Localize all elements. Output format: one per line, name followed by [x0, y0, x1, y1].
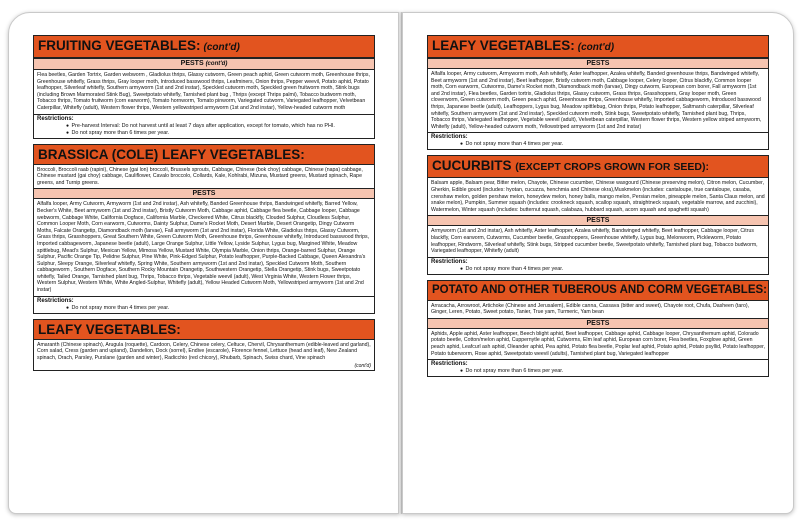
section-title-cont: (cont'd) [203, 42, 240, 53]
pests-header [34, 58, 374, 70]
left-column [33, 35, 375, 376]
section-title-text: LEAFY VEGETABLES: [38, 321, 181, 337]
crops-list: Arracacha, Arrowroot, Artichoke (Chinese and Jerusalem), Edible canna, Cassava (bitter and sweet), Chayote root, Chufa, Dasheen (taro), Ginger, Leren, Potato, Sweet potato, Tanier, True yam, Turmeric, Yam bean [431, 302, 750, 316]
crops-list: Balsam apple, Balsam pear, Bitter melon, Chayote, Chinese cucumber, Chinese waxgourd (Chinese preserving melon), Citron melon, Cucumber, Gherkin, Edible gourd (includes: hyotan, cucuzza, henchmia and Chinese okra),Muskmelon (includes: cantaloupe, true cantaloupe, casaba, crenshaw melon, golden pershaw melon, honeydew melon, honey balls, mango melon, Persian melon, pineapple melon, Santa Claus melon, and snake melon), Pumpkin, Summer squash (includes: crookneck squash, scallop squash, straightneck squash, vegetable marrow, and zucchini), Watermelon, Winter squash (includes: butternut squash, calabaza, hubbard squash, acorn squash and spaghetti squash) [431, 180, 765, 213]
section-title [34, 36, 374, 58]
pests-header: PESTS [428, 58, 768, 69]
restrictions [428, 132, 768, 149]
section-leafy-vegetables-cont [427, 35, 769, 150]
section-title-text: LEAFY VEGETABLES: [432, 38, 575, 53]
section-brassica-leafy-vegetables [33, 144, 375, 314]
restriction-item: ● Do not spray more than 6 times per year. [460, 368, 564, 375]
section-title [428, 36, 768, 58]
section-leafy-vegetables [33, 319, 375, 372]
section-cucurbits [427, 155, 769, 274]
section-title-cont: (EXCEPT CROPS GROWN FOR SEED): [515, 161, 709, 174]
restrictions [34, 296, 374, 313]
section-title-text: BRASSICA (COLE) LEAFY VEGETABLES: [38, 146, 305, 162]
restrictions-label: Restrictions: [431, 258, 468, 265]
section-fruiting-vegetables [33, 35, 375, 139]
restriction-item: ● Pre-harvest Interval: Do not harvest until at least 7 days after application, except for tomato, which has no PHI. [66, 122, 335, 129]
pests-header-text: PESTS [180, 60, 204, 67]
crops-list: Amaranth (Chinese spinach), Arugula (roquette), Cardoon, Celery, Chinese celery, Celtuce, Chervil, Chrysanthemum (edible-leaved and garland), Corn salad, Cress (garden and upland), Dandelion, Dock (sorrel), Endive (escarole), Florence fennel, Lettuce (head and leaf), New Zealand spinach, Orach, Parsley, Purslane (garden and winter), Radicchio (red chicory), Rhubarb, Spinach, Swiss chard, Vine spinach [37, 341, 371, 361]
pests-header-cont: (cont'd) [205, 61, 228, 67]
left-page [8, 12, 400, 514]
pests-list: Aphids, Apple aphid, Aster leafhopper, Beech blight aphid, Beet leafhopper, Cabbage aphid, Cabbage looper, Chrysanthemum aphid, Colorado potato beetle, Cotton/melon aphid, Cuppernytle aphid, Cutworms, Elm leaf aphid, European corn borer, Flea beetles, Foxglove aphid, Green peach aphid, Leafcurl ash aphid, Oleander aphid, Pea aphid, Potato flea beetle, Poplar leaf aphid, Potato aphid, Potato psyllid, Potato leafhopper, Potato tuberworm, Rose aphid, Sweetpotato weevil (adults), Tarnished plant bug, Variegated leafhopper [431, 330, 765, 357]
restrictions [428, 257, 768, 274]
continued-note: (cont'd) [354, 363, 371, 370]
section-title [428, 281, 768, 301]
restriction-item: ● Do not spray more than 6 times per year. [66, 129, 170, 136]
right-column [427, 35, 769, 382]
restrictions-label: Restrictions: [431, 134, 468, 141]
restrictions-label: Restrictions: [37, 115, 74, 122]
pests-header: PESTS [428, 215, 768, 226]
restrictions-label: Restrictions: [37, 297, 74, 304]
section-title-cont: (cont'd) [577, 42, 615, 53]
pests-header: PESTS [428, 318, 768, 329]
restriction-item: ● Do not spray more than 4 times per year. [460, 265, 564, 272]
right-page [402, 12, 794, 514]
pests-header: PESTS [34, 188, 374, 199]
restrictions [428, 359, 768, 376]
restrictions [34, 114, 374, 138]
section-title-text: CUCURBITS [432, 158, 512, 174]
section-title [34, 145, 374, 165]
restriction-item: ● Do not spray more than 4 times per year. [460, 141, 564, 148]
section-potato-tuberous-corm-vegetables [427, 280, 769, 378]
pests-list: Armyworm (1st and 2nd instar), Ash whitefly, Aster leafhopper, Azalea whitefly, Bandwinged whitefly, Beet leafhopper, Cabbage looper, Citrus blackfly, Corn earworm, Cutworms, Cucumber beetle, Grasshoppers, Greenhouse whitefly, Lygus bug, Melonworm, Pickleworm, Potato leafhopper, Rindworm, Silverleaf whitefly, Stink bugs, Stripped cucumber beetle, Sweetpotato whitefly, Tarnished plant bug, Tobacco budworm, Variegated leafhopper, Whitefly (adult) [431, 228, 758, 255]
restrictions-label: Restrictions: [431, 361, 468, 368]
crops-list: Broccoli, Broccoli raab (rapini), Chinese (gai lon) broccoli, Brussels sprouts, Cabbage, Chinese (bok choy) cabbage, Chinese (napa) cabbage, Chinese mustard (gai choy) cabbage, Cauliflower, Cavalo broccolo, Collards, Kale, Kohlrabi, Mizuna, Mustard greens, Mustard spinach, Rape greens, and Turnip greens. [37, 166, 363, 186]
pests-list: Alfalfa looper, Army Cutworm, Armyworm (1st and 2nd instar), Ash whitefly, Banded Greenhouse thrips, Bandwinged whitefly, Barred Yellow, Becker's White, Beet armyworm (1st and 2nd instar), Bristly Cutworm Moth, Cabbage aphid, Cabbage flea beetle, Cabbage looper, Cabbage webworm, Cabbage White, California Dogface, California Marble, Checkered White, Citrus blackfly, Clouded Sulphur, Cloudless Sulphur, Common Looper Moth, Corn earworm, Cutworms, Dainty Sulphur, Dame's Rocket Moth, Desert Marble, Desert Orangetip, Dingy Cutworm Moths, Falcate Orangetip, Diamondback moth (larvae), Fall armyworm (1st and 2nd instar), Florida White, Gladiolus thrips, Glassy Cutworm, Grass thrips, Grasshoppers, Great Southern White, Green Cutworm Moth, Greenhouse thrips, Greenhouse whitefly, Introduced basswood thrips, Imported cabbageworm, Japanese beetle (adult), Large Orange Sulphur, Little Yellow, Lyside Sulphur, Lygus bug, Margined White, Meadow spittlebug, Mead's Sulphur, Mexican Yellow, Mimosa Yellow, Mustard White, Olympia Marble, Onion thrips, Orange-barred Sulphur, Orange Sulphur, Pacific Orange Tip, Pelidne Sulphur, Pine White, Pink-Edged Sulphur, Potato leafhopper, Purple-Backed Cabbage, Queen Alexandra's Sulphur, Sleepy Orange, Silverleaf whitefly, Spring White, Southern armyworm (1st and 2nd instar), Speckled Cutworm Moth, Southern cabbageworm , Southern Dogface, Southern Rocky Mountain Orangetip, Southwestern Orangetip, Stella Orangetip, Stink bugs, Sweetpotato whitefly, Tailed Orange, Tarnished plant bug, Thrips, Tobacco thrips, Vegetable weevil (adult), West Virginia White, Western Flower thrips, Western Sulphur, Western White, White Angled-Sulphur, Whitefly (adult), Yellow Headed Cutworm Moth, Yellowstriped armyworm (1st and 2nd instar) [37, 201, 370, 294]
section-title [34, 320, 374, 340]
section-title-text: FRUITING VEGETABLES: [38, 38, 201, 53]
section-title-text: POTATO AND OTHER TUBEROUS AND CORM VEGETABLES: [432, 283, 767, 296]
section-title [428, 156, 768, 178]
restriction-item: ● Do not spray more than 4 times per year. [66, 304, 170, 311]
pests-list: Flea beetles, Garden Tortrix, Garden webworm , Gladiolus thrips, Glassy cutworm, Green peach aphid, Green cutworm moth, Greenhouse thrips, Greenhouse whitefly, Grass thrips, Gray looper moth, Introduced basswood thrips, Leafminers, Onion thrips, Pepper weevil, Potato aphid, Potato leafhopper, Silverleaf whitefly, Southern armyworm (1st and 2nd instar), Speckled cutworm moth, Speckled green fruitworm moth, Stink bugs (including Brown Marmorated Stink Bug), Sweetpotato whitefly, Tarnished plant bug , Thrips (except Thrips palmi), Tobacco budworm moth, Tobacco thrips, Tomato fruitworm (corn earworm), Tomato hornworm, Tomato pinworm, Variegated cutworm, Variegated leafhopper, Velvetbean Caterpillar, Whitefly (adult), Western flower thrips, Western yellowstriped armyworm (1st and 2nd instar), Yellow-headed cutworm moth [37, 72, 370, 111]
pests-list: Alfalfa looper, Army cutworm, Armyworm moth, Ash whitefly, Aster leafhopper, Azalea whitefly, Banded greenhouse thrips, Bandwinged whitefly, Beet armyworm (1st and 2nd instar), Beet leafhopper, Bristly cutworm moth, Cabbage looper, Celery looper, Citrus blackfly, Common looper moth, Corn earworm, Cutworms, Dame's Rocket moth, Diamondback moth (larvae), Dingy cutworm, European corn borer, Fall armyworm (1st and 2nd instar), Flea beetles, Garden tortrix, Gladiolus thrips, Glassy cutworm, Grass thrips, Grasshoppers, Gray looper moth, Green cloverworm, Green cutworm moth, Green peach aphid, Greenhouse thrips, Greenhouse whitefly, Imported cabbageworm, Introduced basswood thrips, Japanese beetle (adult), Leafhoppers, Lygus bug, Meadow spittlebug, Onion thrips, Potato leafhopper, Saltmarsh caterpillar, Silverleaf whitefly, Southern armyworm (1st and 2nd instar), Speckled cutworm moth, Stink bugs, Sweetpotato whitefly, Tarnished plant bug, Thrips, Tobacco thrips, Variegated leafhopper, Vegetable weevil (adult), Velvetbean caterpillar, Western flower thrips, Western yellow striped armyworm, Whitefly (adult), Yellow-headed cutworm moth, Yellowstriped armyworm (1st and 2nd instar) [431, 71, 762, 130]
